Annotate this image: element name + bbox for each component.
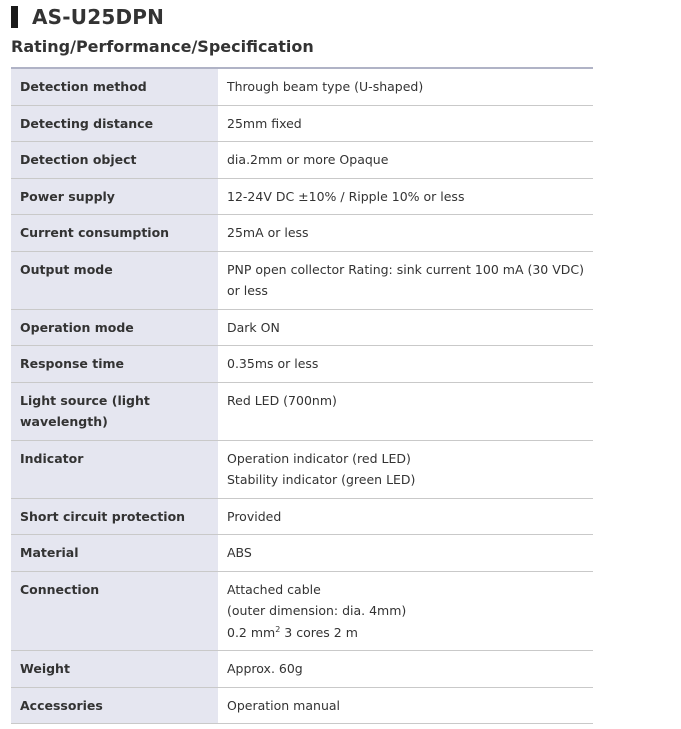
row-label: Operation mode	[11, 309, 218, 346]
section-subtitle: Rating/Performance/Specification	[11, 37, 314, 56]
row-value: 0.35ms or less	[218, 346, 593, 383]
row-value: ABS	[218, 535, 593, 572]
table-row-current-consumption	[11, 215, 593, 252]
table-row-output-mode	[11, 251, 593, 309]
superscript-two: 2	[275, 624, 281, 634]
indicator-line-1: Operation indicator (red LED)	[227, 450, 411, 466]
table-row-detection-object	[11, 142, 593, 179]
table-row-short-circuit	[11, 498, 593, 535]
row-label: Response time	[11, 346, 218, 383]
table-row-weight	[11, 651, 593, 688]
row-label: Detection method	[11, 68, 218, 105]
table-row-detection-method	[11, 68, 593, 105]
row-label: Detecting distance	[11, 105, 218, 142]
table-row-accessories	[11, 687, 593, 724]
row-value: Red LED (700nm)	[218, 382, 593, 440]
row-value: 25mA or less	[218, 215, 593, 252]
connection-line-2: (outer dimension: dia. 4mm)	[227, 603, 407, 618]
row-label: Weight	[11, 651, 218, 688]
row-value: 25mm fixed	[218, 105, 593, 142]
title-accent-bar	[11, 6, 18, 28]
connection-line-3-post: 3 cores 2 m	[280, 624, 358, 640]
row-value: Operation manual	[218, 687, 593, 724]
row-label: Short circuit protection	[11, 498, 218, 535]
row-value: dia.2mm or more Opaque	[218, 142, 593, 179]
row-value: Provided	[218, 498, 593, 535]
page-header	[11, 5, 164, 29]
row-value: Through beam type (U-shaped)	[218, 68, 593, 105]
table-row-light-source	[11, 382, 593, 440]
row-label: Light source (light wavelength)	[11, 382, 218, 440]
table-row-indicator	[11, 440, 593, 498]
row-label: Output mode	[11, 251, 218, 309]
row-value	[218, 440, 593, 498]
connection-line-1: Attached cable	[227, 581, 321, 597]
indicator-line-2: Stability indicator (green LED)	[227, 472, 416, 487]
table-row-power-supply	[11, 178, 593, 215]
row-value: Approx. 60g	[218, 651, 593, 688]
table-row-operation-mode	[11, 309, 593, 346]
row-label: Power supply	[11, 178, 218, 215]
row-value: 12-24V DC ±10% / Ripple 10% or less	[218, 178, 593, 215]
row-label: Connection	[11, 571, 218, 651]
table-row-connection	[11, 571, 593, 651]
row-label: Indicator	[11, 440, 218, 498]
table-row-response-time	[11, 346, 593, 383]
connection-line-3-pre: 0.2 mm	[227, 624, 276, 640]
row-value: Dark ON	[218, 309, 593, 346]
spec-table	[11, 67, 593, 724]
row-label: Accessories	[11, 687, 218, 724]
table-row-detecting-distance	[11, 105, 593, 142]
connection-line-3	[227, 622, 584, 644]
row-label: Material	[11, 535, 218, 572]
row-value	[218, 571, 593, 651]
row-label: Current consumption	[11, 215, 218, 252]
row-value: PNP open collector Rating: sink current 100 mA (30 VDC) or less	[218, 251, 593, 309]
table-row-material	[11, 535, 593, 572]
row-label: Detection object	[11, 142, 218, 179]
page-title: AS-U25DPN	[32, 5, 165, 29]
